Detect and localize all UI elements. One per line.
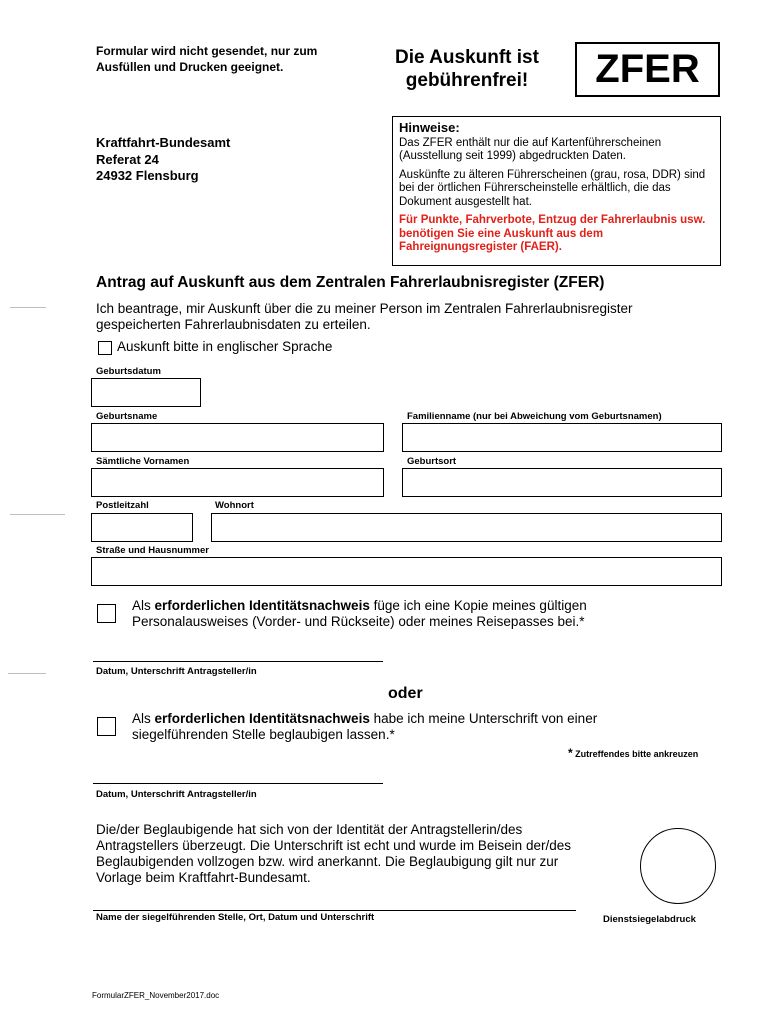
birthplace-label: Geburtsort [407,456,457,467]
address-line-2: Referat 24 [96,151,159,167]
signature-label-2: Datum, Unterschrift Antragsteller/in [96,789,257,800]
signature-label-1: Datum, Unterschrift Antragsteller/in [96,666,257,677]
form-notice: Formular wird nicht gesendet, nur zum Ausfüllen und Drucken geeignet. [96,44,318,74]
id-certified-checkbox[interactable] [97,717,116,736]
firstnames-field[interactable] [91,468,384,497]
address-line-1: Kraftfahrt-Bundesamt [96,135,231,150]
footnote-text: Zutreffendes bitte ankreuzen [572,749,699,759]
hint-3-warning: Für Punkte, Fahrverbote, Entzug der Fahrerlaubnis usw. benötigen Sie eine Auskunft aus dem Fahreignungsregister (FAER). [399,214,706,253]
fee-free-line-1: Die Auskunft ist [395,47,539,68]
footnote-star: * [568,746,573,760]
id-copy-checkbox[interactable] [97,604,116,623]
fold-mark-2 [10,514,65,515]
birthdate-label: Geburtsdatum [96,366,161,377]
form-title: Antrag auf Auskunft aus dem Zentralen Fahrerlaubnisregister (ZFER) [96,274,605,291]
seal-circle [640,828,716,904]
english-option-label: Auskunft bitte in englischer Sprache [117,339,333,354]
familyname-label: Familienname (nur bei Abweichung vom Geburtsnamen) [407,411,662,422]
id-certified-text-post: habe ich meine Unterschrift von einer siegelführenden Stelle beglaubigen lassen.* [132,711,598,742]
city-field[interactable] [211,513,722,542]
birthdate-field[interactable] [91,378,201,407]
recipient-address [96,135,230,185]
signature-line-2 [93,783,383,784]
id-copy-text-bold: erforderlichen Identitätsnachweis [154,598,370,613]
id-copy-text-post: füge ich eine Kopie meines gültigen Personalausweises (Vorder- und Rückseite) oder meines Reisepasses bei.* [132,598,587,629]
fee-free-line-2: gebührenfrei! [405,70,529,91]
id-certified-text-bold: erforderlichen Identitätsnachweis [154,711,370,726]
hint-2: Auskünfte zu älteren Führerscheinen (grau, rosa, DDR) sind bei der örtlichen Führerscheinstelle erhältlich, die das Dokument ausgestellt hat. [399,168,706,208]
footnote [568,746,698,760]
city-label: Wohnort [215,500,254,511]
address-line-3: 24932 Flensburg [96,168,199,183]
signature-line-3 [93,910,576,911]
fold-mark-3 [8,673,46,674]
certification-signature-label: Name der siegelführenden Stelle, Ort, Datum und Unterschrift [96,912,375,923]
birthname-label: Geburtsname [96,411,158,422]
zip-label: Postleitzahl [96,500,149,511]
street-field[interactable] [91,557,722,586]
birthplace-field[interactable] [402,468,722,497]
familyname-field[interactable] [402,423,722,452]
id-certified-text [132,711,642,743]
fee-free-notice [382,46,552,92]
firstnames-label: Sämtliche Vornamen [96,456,190,467]
id-certified-text-pre: Als [132,711,155,726]
english-checkbox[interactable] [98,341,112,355]
fold-mark-1 [10,307,46,308]
street-label: Straße und Hausnummer [96,545,209,556]
hints-title: Hinweise: [399,120,460,135]
zfer-logo: ZFER [575,42,720,97]
id-copy-text [132,598,632,630]
birthname-field[interactable] [91,423,384,452]
form-intro: Ich beantrage, mir Auskunft über die zu meiner Person im Zentralen Fahrerlaubnisregister gespeicherten Fahrerlaubnisdaten zu erteilen. [96,301,633,332]
seal-label: Dienstsiegelabdruck [603,914,696,925]
hints-box [392,116,721,266]
zip-field[interactable] [91,513,193,542]
id-copy-text-pre: Als [132,598,155,613]
signature-line-1 [93,661,383,662]
certification-text: Die/der Beglaubigende hat sich von der Identität der Antragstellerin/des Antragstellers überzeugt. Die Unterschrift ist echt und wurde im Beisein der/des Beglaubigenden vollzogen bzw. wird anerkannt. Die Beglaubigung gilt nur zur Vorlage beim Kraftfahrt-Bundesamt. [96,822,571,885]
hint-1: Das ZFER enthält nur die auf Kartenführerscheinen (Ausstellung seit 1999) abgedruckten Daten. [399,136,662,162]
footer-filename: FormularZFER_November2017.doc [92,991,220,1000]
or-separator: oder [388,685,423,702]
